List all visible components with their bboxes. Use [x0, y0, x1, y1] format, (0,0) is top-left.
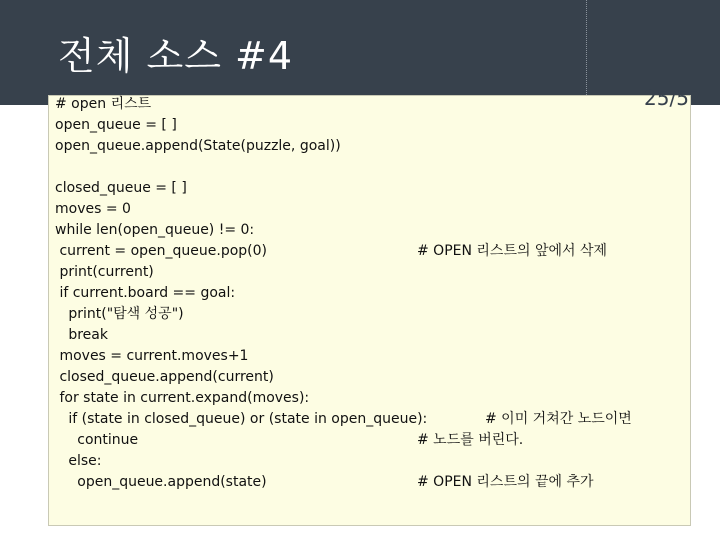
code-text: closed_queue = [ ] [55, 180, 187, 196]
code-text: print(current) [55, 264, 154, 280]
code-comment: # 노드를 버린다. [417, 432, 524, 448]
code-text: current = open_queue.pop(0) [55, 243, 268, 259]
slide-title: 전체 소스 #4 [58, 34, 294, 78]
code-line [55, 241, 608, 262]
code-line [55, 94, 427, 115]
code-comment: # 이미 거쳐간 노드이면 [485, 411, 632, 427]
code-line [55, 199, 427, 220]
code-line [55, 136, 427, 157]
code-comment: # OPEN 리스트의 앞에서 삭제 [417, 243, 608, 259]
header-divider [586, 0, 587, 105]
code-text: open_queue = [ ] [55, 117, 177, 133]
code-line [55, 283, 427, 304]
code-line [55, 262, 427, 283]
code-text: else: [55, 453, 102, 469]
code-text: # open 리스트 [55, 96, 152, 112]
code-text: moves = 0 [55, 201, 131, 217]
code-line [55, 430, 524, 451]
code-line [55, 325, 427, 346]
code-text: for state in current.expand(moves): [55, 390, 310, 406]
code-text: closed_queue.append(current) [55, 369, 274, 385]
code-line [55, 451, 427, 472]
code-line [55, 220, 427, 241]
code-text: while len(open_queue) != 0: [55, 222, 255, 238]
code-text: open_queue.append(state) [55, 474, 267, 490]
code-line [55, 346, 427, 367]
code-text: continue [55, 432, 139, 448]
code-text: break [55, 327, 108, 343]
code-line [55, 367, 427, 388]
code-comment: # OPEN 리스트의 끝에 추가 [417, 474, 594, 490]
code-line [55, 178, 427, 199]
code-text: if (state in closed_queue) or (state in open_queue): [55, 411, 428, 427]
code-line [55, 472, 594, 493]
code-text: print("탐색 성공") [55, 306, 184, 322]
code-text: if current.board == goal: [55, 285, 236, 301]
code-line-blank [55, 157, 427, 178]
code-listing [55, 94, 632, 493]
code-line [55, 304, 427, 325]
code-line [55, 115, 427, 136]
code-line [55, 409, 632, 430]
code-text: open_queue.append(State(puzzle, goal)) [55, 138, 341, 154]
code-text: moves = current.moves+1 [55, 348, 249, 364]
code-line [55, 388, 427, 409]
page-number: 25/57 [644, 86, 702, 110]
